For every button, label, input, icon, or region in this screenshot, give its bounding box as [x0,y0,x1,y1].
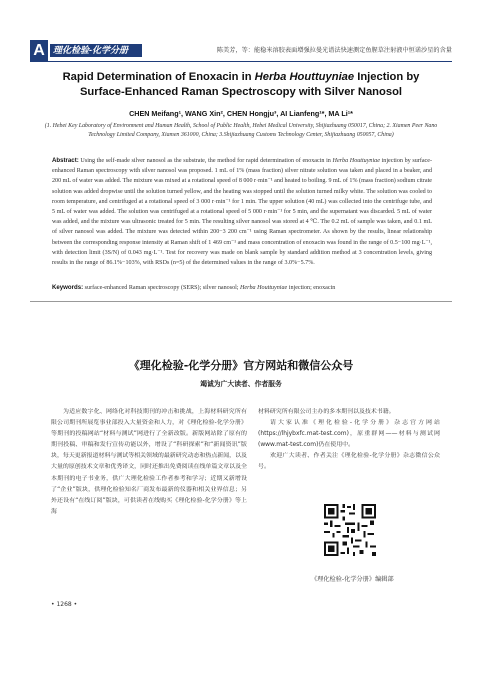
running-header [30,40,452,62]
abstract-label: Abstract: [52,157,79,164]
announcement-title: 《理化检验-化学分册》官方网站和微信公众号 [128,359,354,372]
right-paragraph-1: 材料研究所有限公司主办的多本期刊以及技术书籍。 [258,408,395,415]
editorial-signature: 《理化检验-化学分册》编辑部 [311,576,394,583]
title-line-2: Surface-Enhanced Raman Spectroscopy with Silver Nanosol [79,86,403,98]
header-rule [30,61,452,62]
author-list: CHEN Meifang¹, WANG Xin², CHEN Hongju³, AI Lianfeng¹*, MA Li¹* [129,109,353,118]
announcement-subtitle: 竭诚为广大读者、作者服务 [200,380,282,388]
keywords [52,284,432,291]
article-title [30,70,452,100]
journal-logo-letter: A [30,40,48,61]
abstract-text: injection by surface-enhanced Raman spectroscopy with silver nanosol was proposed. 1 mL of 1% (mass fraction) silver nitrate solution was taken and placed in a beaker, and 200 mL of water was added. The mixture was mixed at a rotational speed of 8 000 r·min⁻¹ and heated to boiling. 9 mL of 1% (mass fraction) sodium citrate solution was added dropwise until the solution turned yellow, and the heating was stopped until the solution turned milky white. The solution was cooled to room temperature, and centrifuged at a rotational speed of 3 000 r·min⁻¹ for 1 min. The upper solution (40 mL) was collected into the centrifuge tube, and 5 mL of water was added. The solution was centrifuged at a rotational speed of 5 000 r·min⁻¹ for 5 min, and the supernatant was discarded. 5 mL of water was added, and the mixture was ultrasonic treated for 5 min. The resulting silver nanosol was stored at 4 ℃. The 0.2 mL of sample was taken, and 0.1 mL of silver nanosol was added. The mixture was detected within 200−3 200 cm⁻¹ using Raman spectrometer. As shown by the results, linear relationship between the corresponding response intensity at Raman shift of 1 469 cm⁻¹ and mass concentration of enoxacin was found in the range of 0.5−100 mg·L⁻¹, with detection limit (3S/N) of 0.043 mg·L⁻¹. Test for recovery was made on blank sample by standard addition method at 3 concentration levels, giving results in the range of 86.1%−103%, with RSDs (n=5) of the determined values in the range of 3.0%−5.7%. [52,158,432,267]
right-paragraph-3: 欢迎广大读者、作者关注《理化检验-化学分册》杂志微信公众号。 [258,452,440,471]
section-divider [30,301,452,302]
wechat-qr-code-icon[interactable] [324,504,376,556]
abstract-text: Using the self-made silver nanosol as the substrate, the method for rapid determination of enoxacin in [78,158,333,164]
affiliations: (1. Hebei Key Laboratory of Environment and Human Health, School of Public Health, Hebei Medical University, Shijiazhuang 050017, China; 2. Xiamen Peer Nano Technology Limited Company, Xiamen 361000, China; 3.Shijiazhuang Customs Technology Center, Shijiazhuang 050057, China) [44,123,438,138]
announcement-left-column: 为适应数字化、网络化对科技期刊的冲击和挑战，上海材料研究所有限公司期刊所展览事业部投入大量资金和人力，对《理化检验-化学分册》等期刊的投稿网站“材料与测试”网进行了全新改版。新版网站除了原有的期刊投稿、审稿和发行宣传功能以外，增设了“科研探索”和“新闻资讯”版块，每天更新报道材料与测试等相关领域的最新研究动态和热点新闻，以及大量的原创技术文章和优秀译文，同时还推出免费阅读在线单篇文章以及全本期刊的电子书业务，供广大理化检验工作者参考和学习；近期又新增设了“企业”版块，供理化检验知名厂商发布最新的仪器和相关业界信息；另外还设有“在线订阅”版块，可供读者在线购买《理化检验-化学分册》等上海 [51,408,247,515]
running-title: 陈美芳，等：能稳米溶胶表面增强拉曼光谱法快速测定鱼腥草注射液中恒诺沙星的含量 [216,47,452,54]
title-part: Rapid Determination of Enoxacin in [62,71,255,83]
abstract-italic: Herba Houttuyniae [332,158,380,164]
keywords-italic: Herba Houttuyniae [240,285,288,291]
page-number: • 1268 • [51,601,78,608]
journal-logo-text: 理化检验-化学分册 [50,44,142,57]
keywords-label: Keywords: [52,284,84,291]
keywords-text: surface-enhanced Raman spectroscopy (SERS); silver nanosol; [83,285,241,291]
right-paragraph-2: 请大家认准《理化检验-化学分册》杂志官方网站(https://lhjybxfc.mat-test.com)，原重群网——材料与测试网(www.mat-test.com)仍在使用中。 [258,419,440,449]
announcement-right-column [258,406,440,473]
keywords-text: injection; enoxacin [287,285,336,291]
abstract [52,156,432,268]
title-italic-part: Herba Houttuyniae [254,71,355,83]
title-part: Injection by [354,71,420,83]
